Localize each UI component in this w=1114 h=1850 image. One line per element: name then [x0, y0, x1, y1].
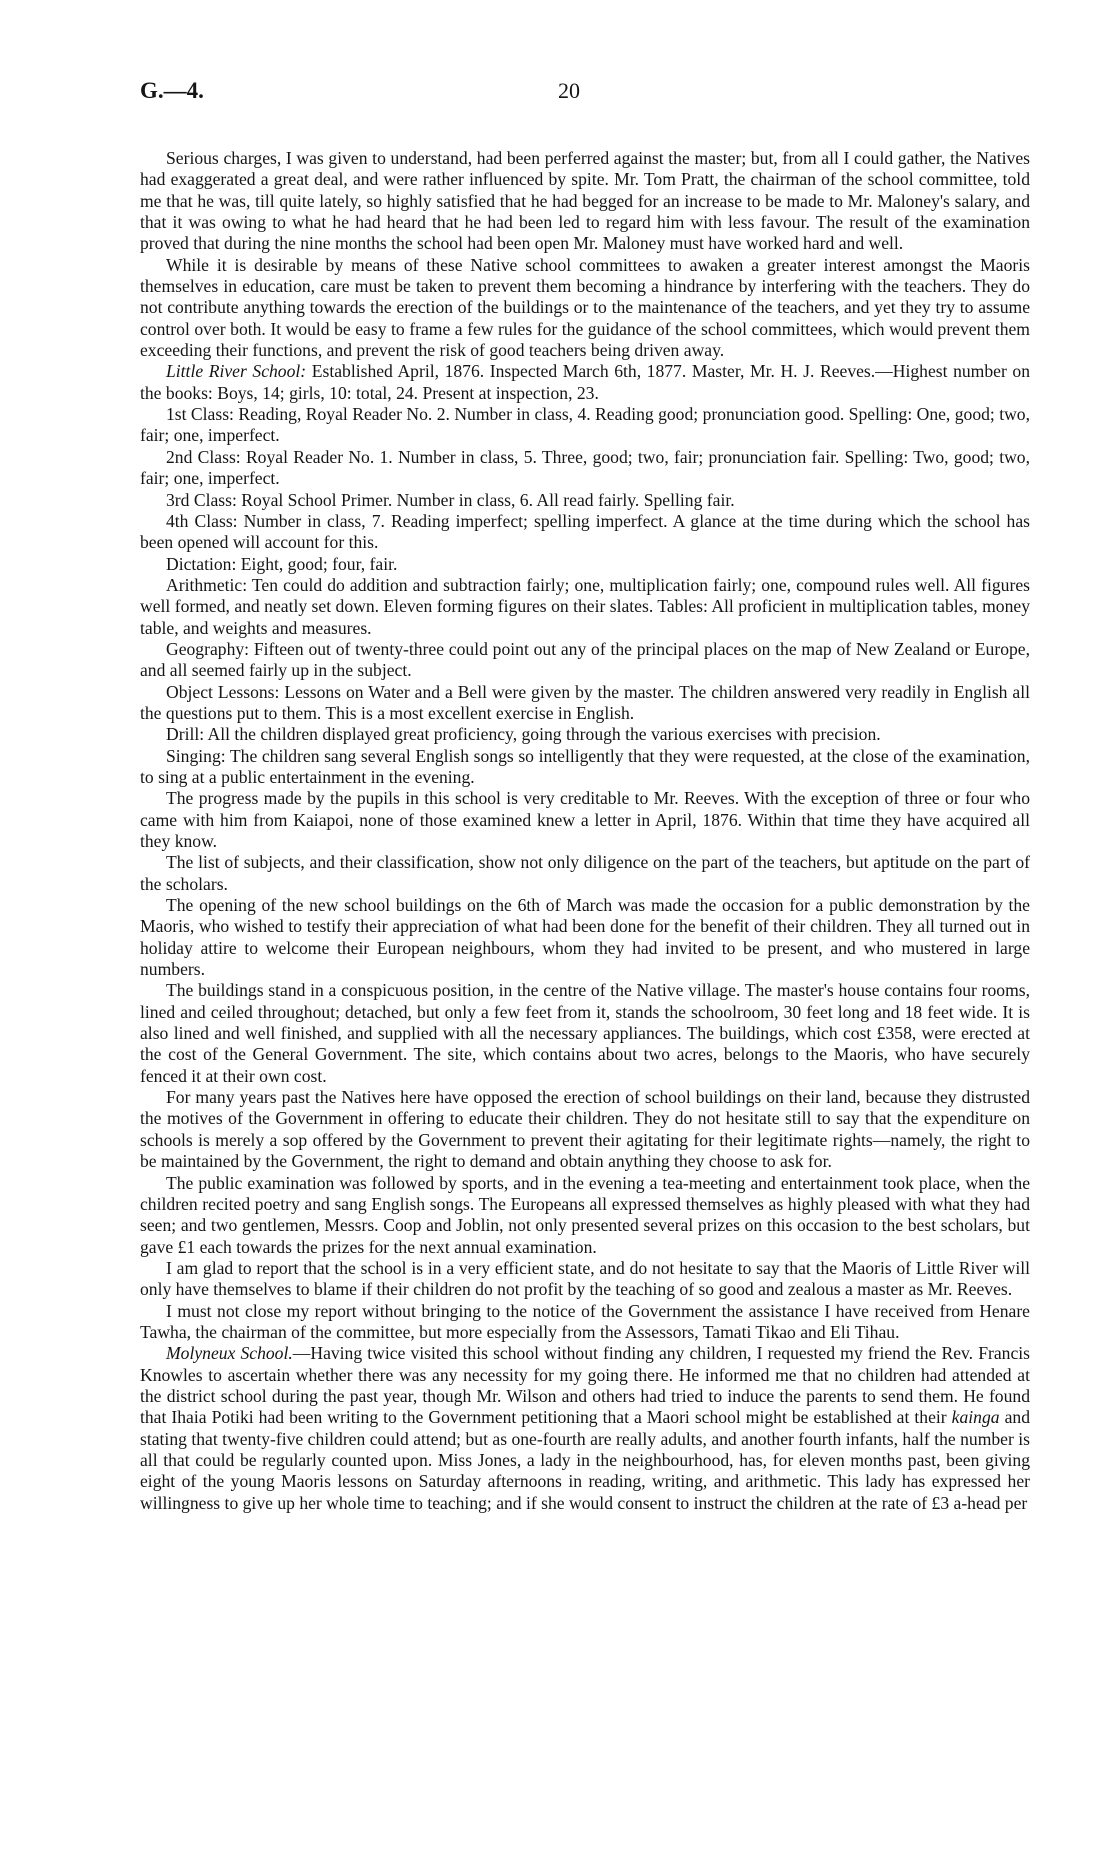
italic-term: kainga — [951, 1407, 1000, 1428]
page-header — [140, 78, 1030, 118]
paragraph: Dictation: Eight, good; four, fair. — [166, 553, 398, 574]
paragraph: 3rd Class: Royal School Primer. Number in class, 6. All read fairly. Spelling fair. — [166, 489, 735, 510]
paragraph: Serious charges, I was given to understand, had been perferred against the master; but, from all I could gather, the Natives had exaggerated a great deal, and were rather influenced by spite. Mr. Tom Pratt, the chairman of the school committee, told me that he was, till quite lately, so highly satisfied that he had begged for an increase to be made to Mr. Maloney's salary, and that it was owing to what he had heard that he had been led to regard him with less favour. The result of the examination proved that during the nine months the school had been open Mr. Maloney must have worked hard and well. — [140, 148, 1030, 254]
paragraph: I must not close my report without bringing to the notice of the Government the assistance I have received from Henare Tawha, the chairman of the committee, but more especially from the Assessors, Tamati Tikao and Eli Tihau. — [140, 1300, 1030, 1342]
paragraph: 4th Class: Number in class, 7. Reading imperfect; spelling imperfect. A glance at the time during which the school has been opened will account for this. — [140, 510, 1030, 553]
paragraph: Geography: Fifteen out of twenty-three could point out any of the principal places on the map of New Zealand or Europe, and all seemed fairly up in the subject. — [140, 638, 1030, 681]
paragraph: While it is desirable by means of these Native school committees to awaken a greater interest amongst the Maoris themselves in education, care must be taken to prevent them becoming a hindrance by interfering with the teachers. They do not contribute anything towards the erection of the buildings or to the maintenance of the teachers, and yet they try to assume control over both. It would be easy to frame a few rules for the guidance of the school committees, which would prevent them exceeding their functions, and prevent the risk of good teachers being driven away. — [140, 254, 1030, 361]
section-heading-molyneux: Molyneux School. — [166, 1343, 293, 1364]
paragraph: Singing: The children sang several English songs so intelligently that they were requested, at the close of the examination, to sing at a public entertainment in the evening. — [140, 745, 1030, 787]
paragraph-text: and stating that twenty-five children could attend; but as one-fourth are really adults, and another fourth infants, half the number is all that could be regularly counted upon. Miss Jones, a lady in the neighbourhood, has, for eleven months past, been giving eight of the young Maoris lessons on Saturday afternoons in reading, writing, and arithmetic. This lady has expressed her willingness to give up her whole time to teaching; and if she would consent to instruct the children at the rate of £3 a-head per — [140, 1407, 1030, 1513]
document-reference: G.—4. — [140, 78, 204, 103]
paragraph: The progress made by the pupils in this school is very creditable to Mr. Reeves. With the exception of three or four who came with him from Kaiapoi, none of those examined knew a letter in April, 1876. Within that time they have acquired all they know. — [140, 788, 1030, 851]
paragraph: The list of subjects, and their classification, show not only diligence on the part of the teachers, but aptitude on the part of the scholars. — [140, 852, 1030, 894]
paragraph: 2nd Class: Royal Reader No. 1. Number in class, 5. Three, good; two, fair; pronunciation fair. Spelling: Two, good; two, fair; one, imperfect. — [140, 446, 1030, 489]
paragraph: The public examination was followed by sports, and in the evening a tea-meeting and entertainment took place, when the children recited poetry and sang English songs. The Europeans all expressed themselves as highly pleased with what they had seen; and two gentlemen, Messrs. Coop and Joblin, not only presented several prizes on this occasion to the best scholars, but gave £1 each towards the prizes for the next annual examination. — [140, 1172, 1030, 1257]
paragraph: 1st Class: Reading, Royal Reader No. 2. Number in class, 4. Reading good; pronunciation good. Spelling: One, good; two, fair; one, imperfect. — [140, 404, 1030, 446]
paragraph: The opening of the new school buildings on the 6th of March was made the occasion for a public demonstration by the Maoris, who wished to testify their appreciation of what had been done for the benefit of their children. They all turned out in holiday attire to welcome their European neighbours, whom they had invited to be present, and who mustered in large numbers. — [140, 895, 1030, 980]
paragraph: The buildings stand in a conspicuous position, in the centre of the Native village. The master's house contains four rooms, lined and ceiled throughout; detached, but only a few feet from it, stands the schoolroom, 30 feet long and 18 feet wide. It is also lined and well finished, and supplied with all the necessary appliances. The buildings, which cost £358, were erected at the cost of the General Government. The site, which contains about two acres, belongs to the Maoris, who have securely fenced it at their own cost. — [140, 980, 1030, 1086]
section-heading-little-river: Little River School: — [166, 361, 307, 382]
paragraph — [140, 361, 1030, 404]
paragraph — [140, 1343, 1030, 1514]
paragraph: Object Lessons: Lessons on Water and a Bell were given by the master. The children answered very readily in English all the questions put to them. This is a most excellent exercise in English. — [140, 681, 1030, 723]
paragraph: Drill: All the children displayed great proficiency, going through the various exercises with precision. — [166, 724, 881, 745]
paragraph: For many years past the Natives here have opposed the erection of school buildings on their land, because they distrusted the motives of the Government in offering to educate their children. They do not hesitate still to say that the expenditure on schools is merely a sop offered by the Government to prevent their agitating for their legitimate rights—namely, the right to be maintained by the Government, the right to demand and obtain anything they choose to ask for. — [140, 1087, 1030, 1172]
paragraph-text: —Having twice visited this school without finding any children, I requested my friend the Rev. Francis Knowles to ascertain whether there was any necessity for my going there. He informed me that no children had attended at the district school during the past year, though Mr. Wilson and others had tried to induce the parents to send them. He found that Ihaia Potiki had been writing to the Government petitioning that a Maori school might be established at their — [140, 1343, 1030, 1428]
document-body — [140, 148, 1030, 1514]
paragraph: Arithmetic: Ten could do addition and subtraction fairly; one, multiplication fairly; one, compound rules well. All figures well formed, and neatly set down. Eleven forming figures on their slates. Tables: All proficient in multiplication tables, money table, and weights and measures. — [140, 574, 1030, 638]
paragraph-text: Established April, 1876. Inspected March 6th, 1877. Master, Mr. H. J. Reeves.—Highest number on the books: Boys, 14; girls, 10: total, 24. Present at inspection, 23. — [140, 361, 1030, 403]
paragraph: I am glad to report that the school is in a very efficient state, and do not hesitate to say that the Maoris of Little River will only have themselves to blame if their children do not profit by the teaching of so good and zealous a master as Mr. Reeves. — [140, 1257, 1030, 1300]
page-number: 20 — [558, 78, 580, 103]
